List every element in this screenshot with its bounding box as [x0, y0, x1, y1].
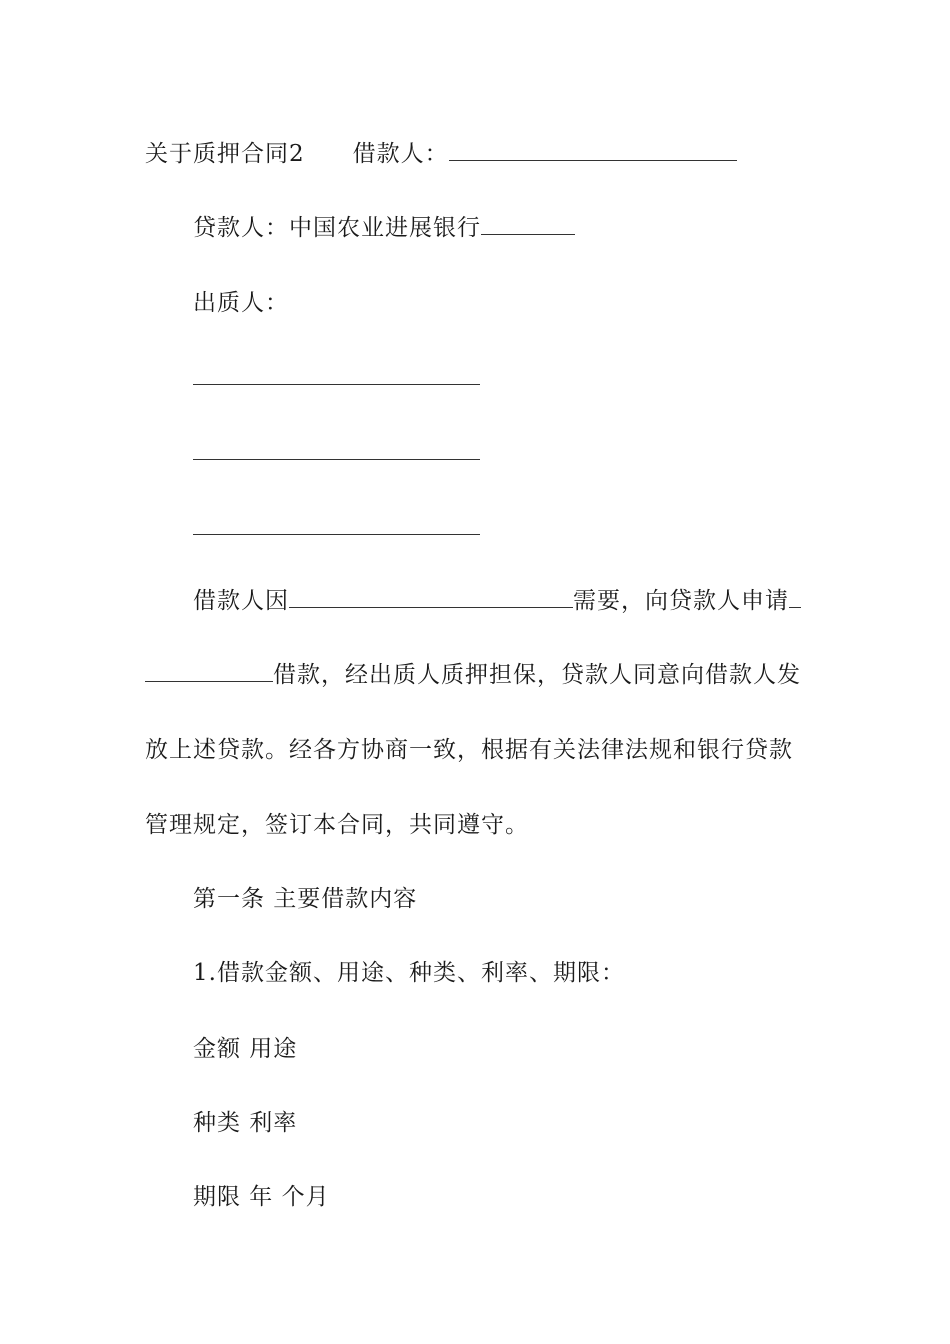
para1-seg-a: 借款人因 [193, 588, 289, 614]
para1-seg-c: 借款，经出质人质押担保，贷款人同意向借款人发 [273, 662, 801, 688]
document-title: 关于质押合同2 [145, 141, 305, 167]
article1-heading: 第一条 主要借款内容 [193, 886, 418, 912]
purpose-blank [289, 587, 573, 608]
lender-name: 中国农业进展银行 [289, 215, 481, 241]
borrower-label: 借款人： [352, 141, 449, 167]
row-type: 种类 利率 [193, 1110, 298, 1136]
para1-seg-b: 需要，向贷款人申请 [573, 588, 789, 614]
title-line [145, 139, 737, 169]
pledgor-line [193, 288, 289, 318]
pledgor-blank-1 [193, 384, 480, 385]
borrower-blank [449, 140, 737, 161]
row-term: 期限 年 个月 [193, 1184, 330, 1210]
pledgor-label: 出质人： [193, 290, 289, 316]
pledgor-blank-2 [193, 459, 480, 460]
lender-label: 贷款人： [193, 215, 289, 241]
lender-blank [481, 214, 575, 235]
lender-line [193, 213, 575, 243]
amount-blank-end [145, 661, 273, 682]
amount-blank-start [789, 587, 801, 608]
para1-line2 [145, 660, 801, 690]
para1-line3: 放上述贷款。经各方协商一致，根据有关法律法规和银行贷款 [145, 737, 793, 763]
row-amount: 金额 用途 [193, 1036, 298, 1062]
para1-line4: 管理规定，签订本合同，共同遵守。 [145, 812, 529, 838]
pledgor-blank-3 [193, 534, 480, 535]
item1-heading: 1.借款金额、用途、种类、利率、期限： [193, 960, 625, 986]
para1-line1 [193, 586, 801, 616]
